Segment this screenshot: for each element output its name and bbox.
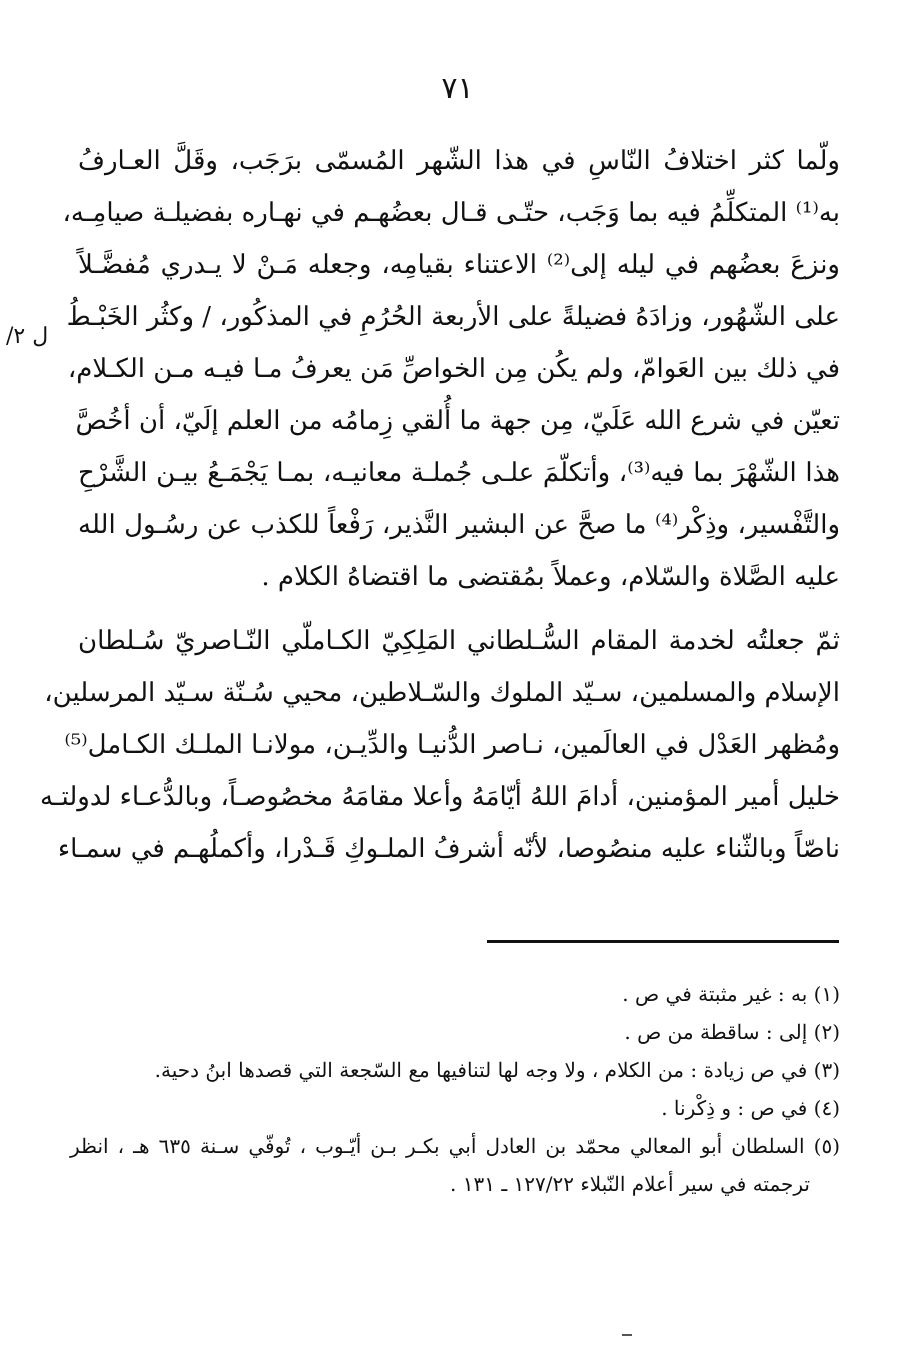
text-line: على الشّهُور، وزادَهُ فضيلةً على الأربعة الحُرُمِ في المذكُور، / وكثُر الخَبْـطُ bbox=[66, 302, 840, 332]
footnote: (٢) إلى : ساقطة من ص . bbox=[624, 1020, 840, 1044]
print-speck bbox=[622, 1334, 632, 1336]
text-line: ونزعَ بعضُهم في ليله إلى⁽²⁾ الاعتناء بقيامِه، وجعله مَـنْ لا يـدري مُفضَّـلاً bbox=[78, 250, 840, 280]
footnote: (٥) السلطان أبو المعالي محمّد بن العادل أبي بكـر بـن أيّـوب ، تُوفّي سـنة ٦٣٥ هـ ، انظر bbox=[70, 1134, 841, 1158]
text-line: والتَّفْسير، وذِكْر⁽⁴⁾ ما صحَّ عن البشير النَّذير، رَفْعاً للكذب عن رسُـول الله bbox=[78, 510, 841, 540]
text-line: تعيّن في شرع الله عَلَيّ، مِن جهة ما أُلقي زِمامُه من العلم إلَيّ، أن أخُصَّ bbox=[75, 406, 840, 436]
manuscript-folio-note: ل ٢/ bbox=[6, 324, 49, 349]
paragraph-gap bbox=[78, 603, 840, 615]
text-line: الإسلام والمسلمين، سـيّد الملوك والسّـلاطين، محيي سُـنّة سـيّد المرسلين، bbox=[44, 678, 840, 708]
text-line: به⁽¹⁾ المتكلِّمُ فيه بما وَجَب، حتّـى قـال بعضُهـم في نهـاره بفضيلـة صيامِـه، bbox=[62, 198, 840, 228]
text-line: ولّما كثر اختلافُ النّاسِ في هذا الشّهر المُسمّى برَجَب، وقَلَّ العـارفُ bbox=[78, 146, 840, 176]
footnotes bbox=[70, 975, 840, 1203]
text-line: ومُظهر العَدْل في العالَمين، نـاصر الدُّنيـا والدِّيـن، مولانـا الملـك الكـامل⁽⁵⁾ bbox=[64, 730, 840, 760]
footnote-separator bbox=[487, 940, 839, 943]
footnote: (٤) في ص : و ذِكْرنا . bbox=[661, 1096, 840, 1120]
text-line: في ذلك بين العَوامّ، ولم يكُن مِن الخواصِّ مَن يعرفُ مـا فيـه مـن الكـلام، bbox=[67, 354, 840, 384]
text-line: خليل أمير المؤمنين، أدامَ اللهُ أيّامَهُ وأعلا مقامَهُ مخصُوصـاً، وبالدُّعـاء لدولتـه bbox=[39, 782, 840, 812]
main-text bbox=[39, 135, 841, 875]
page-number: ٧١ bbox=[441, 71, 474, 106]
text-line: ناصّاً وبالثّناء عليه منصُوصا، لأنّه أشرفُ الملـوكِ قَـدْرا، وأكملُهـم في سمـاء bbox=[57, 834, 840, 864]
text-line: ثمّ جعلتُه لخدمة المقام السُّـلطاني المَلِكِيّ الكـاملّي النّـاصريّ سُـلطان bbox=[78, 626, 840, 656]
text-line: هذا الشّهْرَ بما فيه⁽³⁾، وأتكلّمَ علـى جُملـة معانيـه، بمـا يَجْمَـعُ بيـن الشَّرْحِ bbox=[78, 458, 840, 488]
text-line: عليه الصَّلاة والسّلام، وعملاً بمُقتضى ما اقتضاهُ الكلام . bbox=[261, 562, 840, 592]
footnote: (١) به : غير مثبتة في ص . bbox=[622, 982, 840, 1006]
footnote-continuation: ترجمته في سير أعلام النّبلاء ١٢٧/٢٢ ـ ١٣١ . bbox=[450, 1172, 810, 1196]
footnote: (٣) في ص زيادة : من الكلام ، ولا وجه لها لتنافيها مع السّجعة التي قصدها ابنُ دحية. bbox=[154, 1058, 840, 1082]
